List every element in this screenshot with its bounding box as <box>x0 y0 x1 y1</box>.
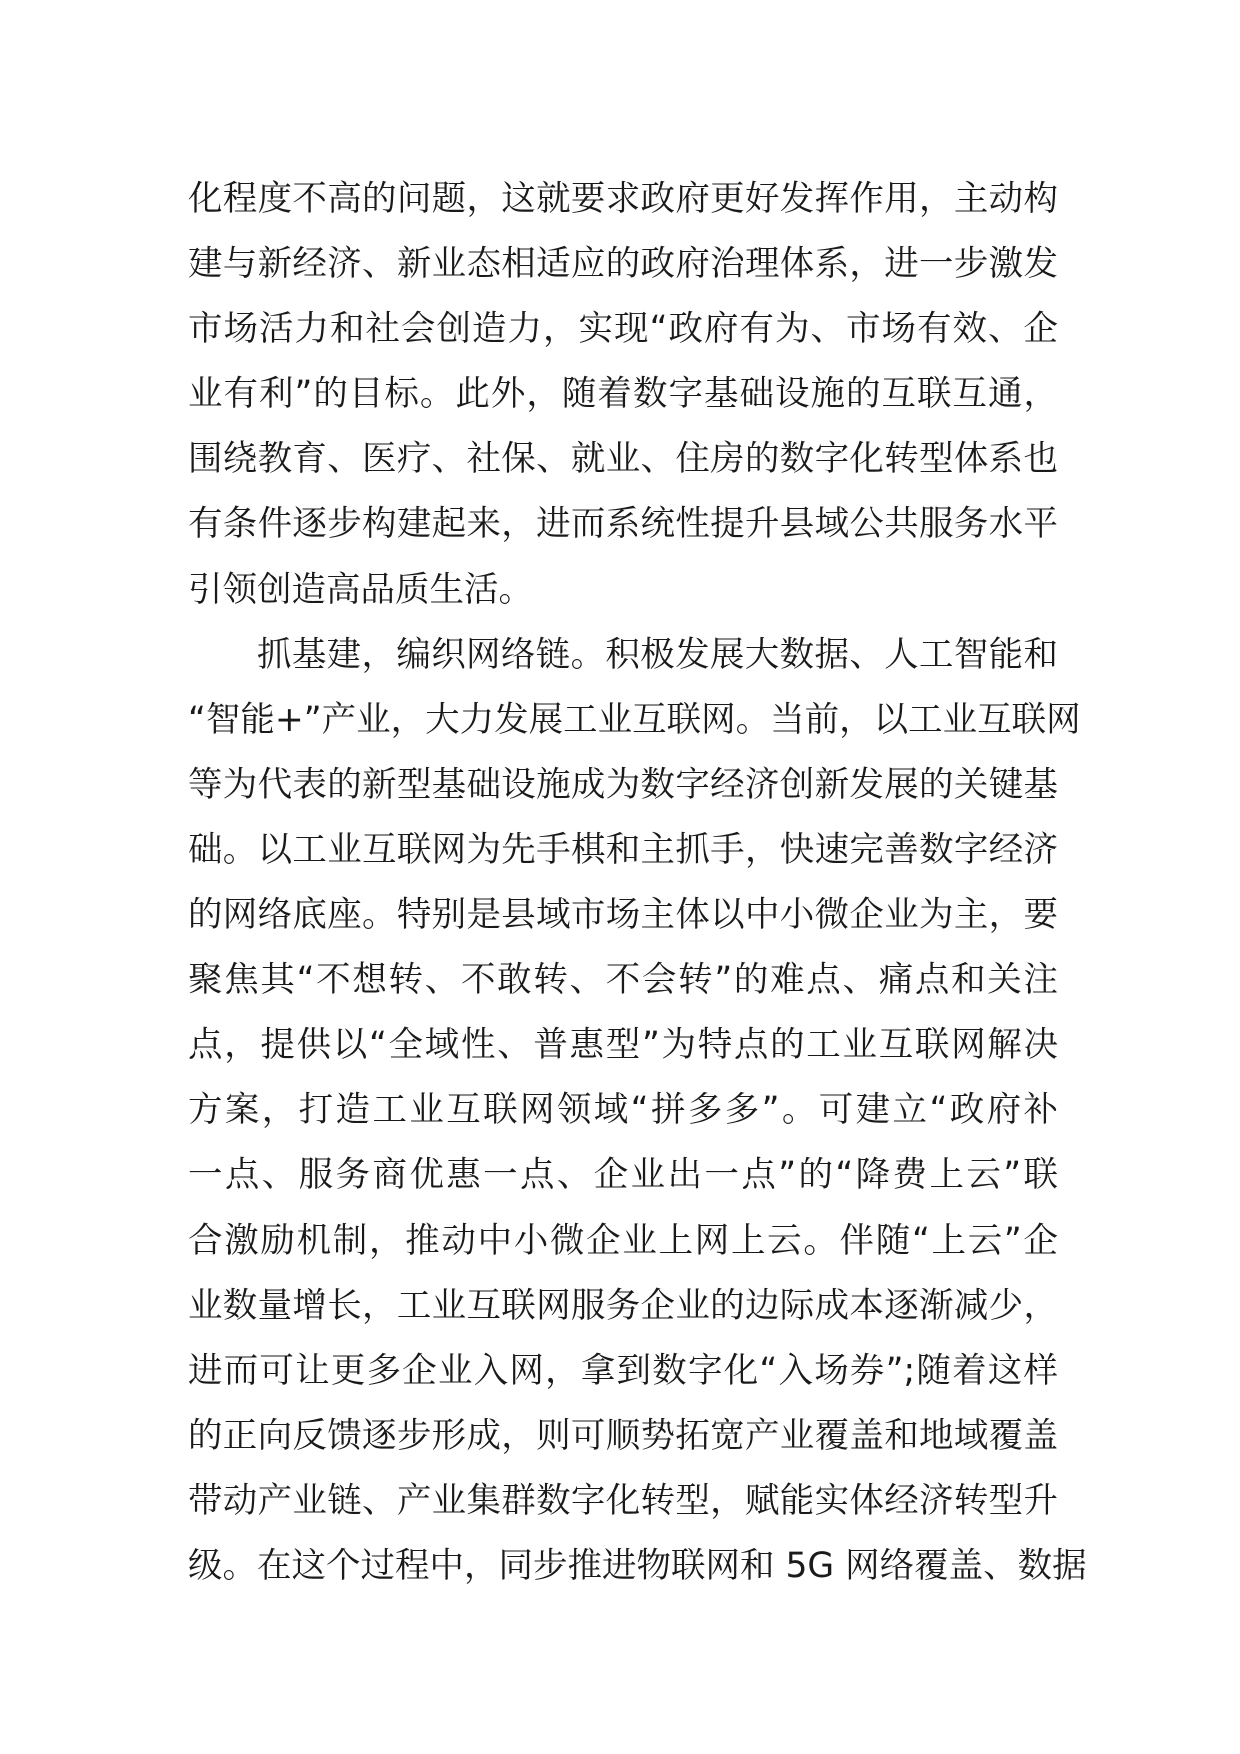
text-line: 等为代表的新型基础设施成为数字经济创新发展的关键基 <box>188 764 1058 805</box>
text-line: 的正向反馈逐步形成，则可顺势拓宽产业覆盖和地域覆盖 <box>188 1415 1058 1456</box>
text-line: 围绕教育、医疗、社保、就业、住房的数字化转型体系也 <box>188 439 1058 480</box>
paragraph-first-line: 抓基建，编织网络链。积极发展大数据、人工智能和 <box>257 634 1058 675</box>
text-line: 市场活力和社会创造力，实现“政府有为、市场有效、企 <box>188 309 1058 350</box>
text-line: 聚焦其“不想转、不敢转、不会转”的难点、痛点和关注 <box>188 960 1058 1001</box>
text-line: 级。在这个过程中，同步推进物联网和 5G 网络覆盖、数据 <box>188 1545 1087 1586</box>
text-line: 一点、服务商优惠一点、企业出一点”的“降费上云”联 <box>188 1155 1058 1196</box>
text-line: 有条件逐步构建起来，进而系统性提升县域公共服务水平 <box>188 504 1058 545</box>
text-line: 点，提供以“全域性、普惠型”为特点的工业互联网解决 <box>188 1025 1058 1066</box>
text-line: 业有利”的目标。此外，随着数字基础设施的互联互通， <box>188 374 1058 415</box>
text-line: “智能+”产业，大力发展工业互联网。当前，以工业互联网 <box>188 699 1081 740</box>
text-line: 方案，打造工业互联网领域“拼多多”。可建立“政府补 <box>188 1090 1058 1131</box>
text-line: 础。以工业互联网为先手棋和主抓手，快速完善数字经济 <box>188 829 1058 870</box>
text-line: 进而可让更多企业入网，拿到数字化“入场券”;随着这样 <box>188 1350 1058 1391</box>
text-line: 引领创造高品质生活。 <box>188 569 533 610</box>
text-line: 合激励机制，推动中小微企业上网上云。伴随“上云”企 <box>188 1220 1058 1261</box>
text-line: 的网络底座。特别是县域市场主体以中小微企业为主，要 <box>188 895 1058 936</box>
text-line: 带动产业链、产业集群数字化转型，赋能实体经济转型升 <box>188 1480 1058 1521</box>
text-line: 建与新经济、新业态相适应的政府治理体系，进一步激发 <box>188 244 1058 285</box>
text-line: 化程度不高的问题，这就要求政府更好发挥作用，主动构 <box>188 179 1058 219</box>
text-line: 业数量增长，工业互联网服务企业的边际成本逐渐减少， <box>188 1285 1058 1326</box>
body-text <box>188 167 1087 1599</box>
